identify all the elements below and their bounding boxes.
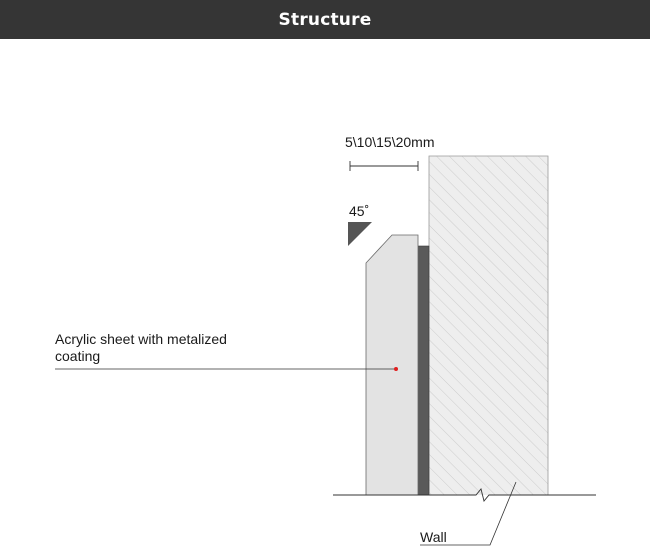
gap-label: 5\10\15\20mm <box>345 134 435 150</box>
acrylic-sheet <box>366 235 418 495</box>
wall-label: Wall <box>420 529 447 545</box>
sheet-label-line2: coating <box>55 348 101 364</box>
backing-layer <box>418 246 429 495</box>
wall <box>429 156 548 495</box>
angle-triangle-icon <box>348 222 372 246</box>
page-title: Structure <box>278 9 372 30</box>
angle-label: 45˚ <box>349 203 370 219</box>
sheet-label-line1: Acrylic sheet with metalized <box>55 331 227 347</box>
sheet-marker-dot <box>394 367 398 371</box>
gap-dimension <box>350 161 418 171</box>
